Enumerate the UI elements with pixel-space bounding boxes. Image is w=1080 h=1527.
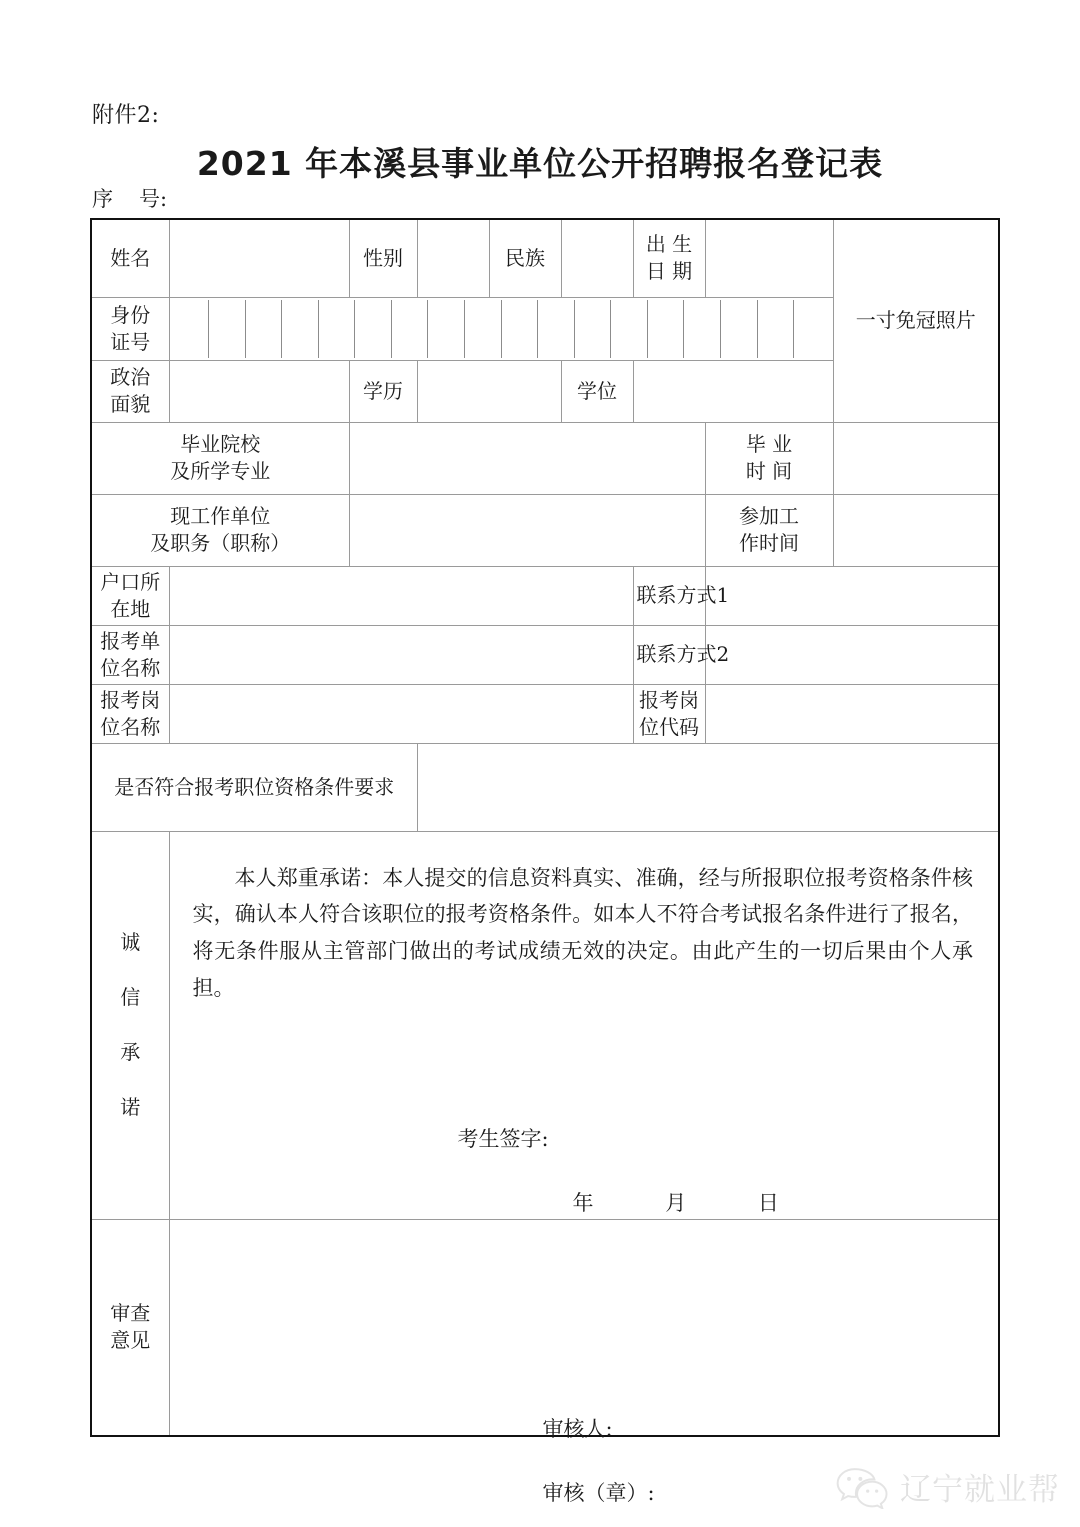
- ethnicity-value-cell[interactable]: [561, 219, 633, 297]
- date-day-label: 日: [757, 1190, 779, 1215]
- birth-date-label: [633, 219, 705, 297]
- pledge-text: 本人郑重承诺：本人提交的信息资料真实、准确，经与所报职位报考资格条件核实，确认本人符合该职位的报考资格条件。如本人不符合考试报名条件进行了报名，将无条件服从主管部门做出的考试成绩无效的决定。由此产生的一切后果由个人承担。: [192, 865, 973, 1000]
- pledge-body: [173, 834, 996, 1218]
- id-number-box[interactable]: [355, 300, 392, 358]
- id-number-box[interactable]: [611, 300, 648, 358]
- id-number-box[interactable]: [465, 300, 502, 358]
- apply-unit-label-line2: 位名称: [100, 655, 161, 680]
- table-row-pledge: [91, 831, 999, 1220]
- table-row-household: [91, 566, 999, 625]
- wechat-icon: [836, 1465, 888, 1509]
- pledge-date-line[interactable]: [193, 1189, 974, 1217]
- table-row-name: [91, 219, 999, 297]
- birth-date-label-line2: 日 期: [645, 259, 693, 284]
- table-row-apply-unit: [91, 625, 999, 684]
- gender-value-cell[interactable]: [417, 219, 489, 297]
- audit-opinion-label-line2: 意见: [110, 1328, 151, 1353]
- post-code-label: [633, 684, 705, 743]
- date-year-label: 年: [572, 1190, 594, 1215]
- post-code-label-line2: 位代码: [639, 714, 699, 739]
- id-number-label-line2: 证号: [110, 329, 151, 354]
- id-number-box[interactable]: [538, 300, 575, 358]
- graduation-time-label-line1: 毕 业: [745, 432, 793, 456]
- graduation-time-label: [705, 422, 833, 494]
- pledge-content-cell: [169, 831, 999, 1220]
- id-number-box[interactable]: [794, 300, 830, 358]
- degree-label: 学位: [561, 360, 633, 422]
- id-number-box[interactable]: [209, 300, 246, 358]
- id-number-box[interactable]: [392, 300, 429, 358]
- name-label: 姓名: [91, 219, 169, 297]
- current-work-label-line1: 现工作单位: [170, 504, 271, 528]
- current-work-label: [91, 494, 349, 566]
- household-label-line1: 户口所: [100, 569, 161, 594]
- serial-label-b: 号:: [139, 187, 168, 211]
- pledge-vertical-label-char: 诺: [120, 1095, 141, 1120]
- id-number-box-group: [173, 300, 830, 358]
- work-start-time-label-line1: 参加工: [739, 504, 799, 528]
- birth-date-value-cell[interactable]: [705, 219, 833, 297]
- id-number-label: [91, 297, 169, 360]
- post-code-label-line1: 报考岗: [639, 687, 699, 712]
- id-number-box[interactable]: [282, 300, 319, 358]
- education-label: 学历: [349, 360, 417, 422]
- apply-post-value-cell[interactable]: [169, 684, 633, 743]
- work-start-time-label: [705, 494, 833, 566]
- watermark: [836, 1464, 1060, 1509]
- contact1-value-cell[interactable]: [705, 566, 999, 625]
- photo-placeholder-cell[interactable]: 一寸免冠照片: [833, 219, 999, 422]
- table-row-audit: [91, 1220, 999, 1436]
- name-value-cell[interactable]: [169, 219, 349, 297]
- contact2-value-cell[interactable]: [705, 625, 999, 684]
- id-number-box[interactable]: [246, 300, 283, 358]
- political-status-label-line2: 面貌: [110, 392, 151, 416]
- apply-unit-label: [91, 625, 169, 684]
- work-start-time-label-line2: 作时间: [739, 531, 799, 555]
- household-label: [91, 566, 169, 625]
- attachment-label: 附件2:: [92, 103, 160, 128]
- id-number-box[interactable]: [575, 300, 612, 358]
- apply-post-label-line2: 位名称: [100, 714, 161, 739]
- school-major-label: [91, 422, 349, 494]
- gender-label: 性别: [349, 219, 417, 297]
- school-major-label-line1: 毕业院校: [180, 432, 261, 456]
- post-code-value-cell[interactable]: [705, 684, 999, 743]
- serial-number-line: [92, 183, 167, 213]
- apply-post-label-line1: 报考岗: [100, 687, 161, 712]
- id-number-box[interactable]: [758, 300, 795, 358]
- watermark-text: 辽宁就业帮: [900, 1472, 1060, 1508]
- id-number-boxes-cell[interactable]: [169, 297, 833, 360]
- review-seal-line[interactable]: 审核（章）:: [542, 1481, 655, 1506]
- birth-date-label-line1: 出 生: [645, 232, 693, 257]
- id-number-box[interactable]: [428, 300, 465, 358]
- pledge-vertical-label-stack: [95, 929, 166, 1121]
- ethnicity-label: 民族: [489, 219, 561, 297]
- apply-unit-value-cell[interactable]: [169, 625, 633, 684]
- political-status-label-line1: 政治: [110, 365, 151, 389]
- pledge-vertical-label-char: 诚: [120, 930, 141, 955]
- reviewer-signature-line[interactable]: 审核人:: [542, 1417, 613, 1442]
- degree-value-cell[interactable]: [633, 360, 833, 422]
- id-number-box[interactable]: [319, 300, 356, 358]
- pledge-vertical-label-char: 信: [120, 985, 141, 1010]
- current-work-label-line2: 及职务（职称）: [150, 531, 291, 555]
- id-number-box[interactable]: [721, 300, 758, 358]
- table-row-qualification: [91, 743, 999, 831]
- school-major-label-line2: 及所学专业: [170, 459, 271, 483]
- table-row-apply-post: [91, 684, 999, 743]
- id-number-label-line1: 身份: [110, 302, 151, 327]
- audit-opinion-label: [91, 1220, 169, 1436]
- apply-unit-label-line1: 报考单: [100, 628, 161, 653]
- graduation-time-value-cell[interactable]: [833, 422, 999, 494]
- political-status-label: [91, 360, 169, 422]
- serial-label-a: 序: [92, 187, 113, 211]
- pledge-vertical-label-char: 承: [120, 1040, 141, 1065]
- contact2-label: 联系方式2: [633, 625, 705, 684]
- contact1-label: 联系方式1: [633, 566, 705, 625]
- school-major-value-cell[interactable]: [349, 422, 705, 494]
- table-row-school: [91, 422, 999, 494]
- candidate-signature-line[interactable]: 考生签字:: [457, 1126, 549, 1151]
- id-number-box[interactable]: [502, 300, 539, 358]
- audit-opinion-label-line1: 审查: [110, 1301, 151, 1326]
- id-number-box[interactable]: [684, 300, 721, 358]
- id-number-box[interactable]: [173, 300, 210, 358]
- household-label-line2: 在地: [110, 596, 151, 621]
- work-start-time-value-cell[interactable]: [833, 494, 999, 566]
- qualification-label: 是否符合报考职位资格条件要求: [91, 743, 417, 831]
- table-row-current-work: [91, 494, 999, 566]
- id-number-box[interactable]: [648, 300, 685, 358]
- page-title: 2021 年本溪县事业单位公开招聘报名登记表: [196, 144, 884, 183]
- household-value-cell[interactable]: [169, 566, 633, 625]
- political-status-value-cell[interactable]: [169, 360, 349, 422]
- graduation-time-label-line2: 时 间: [745, 459, 793, 483]
- qualification-value-cell[interactable]: [417, 743, 999, 831]
- apply-post-label: [91, 684, 169, 743]
- current-work-value-cell[interactable]: [349, 494, 705, 566]
- pledge-vertical-label: [91, 831, 169, 1220]
- education-value-cell[interactable]: [417, 360, 561, 422]
- date-month-label: 月: [665, 1190, 687, 1215]
